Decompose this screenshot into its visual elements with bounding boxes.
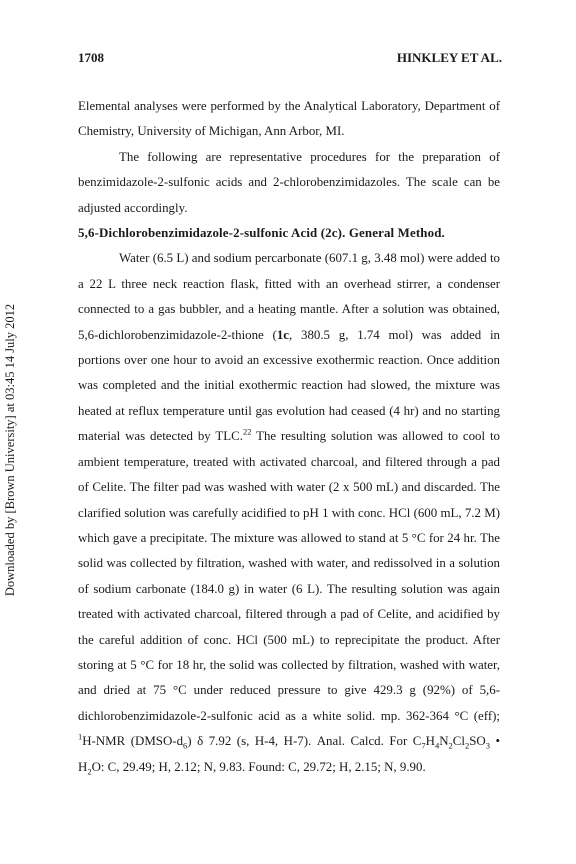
compound-label: 1c <box>276 327 290 342</box>
formula-so: SO <box>469 734 486 749</box>
formula-h: H <box>425 734 435 749</box>
download-watermark: Downloaded by [Brown University] at 03:45 14 July 2012 <box>3 303 17 597</box>
d6-subscript: 6 <box>183 740 188 751</box>
reference-22: 22 <box>242 426 252 437</box>
body-text-2: , 380.5 g, 1.74 mol) was added in portions over one hour to avoid an excessive exothermic reaction. Once addition was completed and the initial exothermic reaction had slowed, the mixture was heated at reflux temperature until gas evolution had ceased (4 hr) and no starting material was detected by TLC. <box>78 327 500 444</box>
page-header <box>78 50 518 68</box>
body-text-1: Water (6.5 L) and sodium percarbonate (607.1 g, 3.48 mol) were added to a 22 L three neck reaction flask, fitted with an overhead stirrer, a condenser connected to a gas bubbler, and a heating mantle. After a solution was obtained, 5,6-dichlorobenzimidazole-2-thione ( <box>78 251 500 342</box>
procedure-paragraph <box>78 246 500 780</box>
formula-o-sub: 3 <box>485 740 490 751</box>
body-text-3: The resulting solution was allowed to cool to ambient temperature, treated with activated charcoal, and filtered through a pad of Celite. The filter pad was washed with water (2 x 500 mL) and discarded. The clarified solution was carefully acidified to pH 1 with conc. HCl (600 mL, 7.2 M) which gave a precipitate. The mixture was allowed to stand at 5 °C for 24 hr. The solid was collected by filtration, washed with water, and redissolved in a solution of sodium carbonate (184.0 g) in water (6 L). The resulting solution was again treated with activated charcoal, filtered through a pad of Celite, and acidified by the careful addition of conc. HCl (500 mL) to reprecipitate the product. After storing at 5 °C for 18 hr, the solid was collected by filtration, washed with water, and dried at 75 °C under reduced pressure to give 429.3 g (92%) of 5,6-dichlorobenzimidazole-2-sulfonic acid as a white solid. mp. 362-364 °C (eff); <box>78 429 500 723</box>
paragraph-analyses: Elemental analyses were performed by the Analytical Laboratory, Department of Chemistry, University of Michigan, Ann Arbor, MI. <box>78 99 500 139</box>
body-text-6: • H <box>78 734 500 774</box>
section-heading: 5,6-Dichlorobenzimidazole-2-sulfonic Acid (2c). General Method. <box>78 226 445 241</box>
body-text-4: H-NMR (DMSO-d <box>82 734 184 749</box>
water-subscript: 2 <box>87 766 92 777</box>
running-head: HINKLEY ET AL. <box>396 50 502 65</box>
formula-n: N <box>439 734 449 749</box>
nmr-superscript: 1 <box>78 731 83 742</box>
page-number: 1708 <box>78 50 104 65</box>
paragraph-intro: The following are representative procedures for the preparation of benzimidazole-2-sulfonic acids and 2-chlorobenzimidazoles. The scale can be adjusted accordingly. <box>78 149 500 215</box>
formula-n-sub: 2 <box>448 740 453 751</box>
formula-cl-sub: 2 <box>464 740 470 751</box>
formula-c-sub: 7 <box>421 740 426 751</box>
page <box>78 50 518 780</box>
formula-h-sub: 4 <box>434 740 440 751</box>
body-text-5: ) δ 7.92 (s, H-4, H-7). Anal. Calcd. For C <box>187 734 422 749</box>
body-text-7: O: C, 29.49; H, 2.12; N, 9.83. Found: C, 29.72; H, 2.15; N, 9.90. <box>91 759 426 774</box>
formula-cl: Cl <box>452 734 465 749</box>
